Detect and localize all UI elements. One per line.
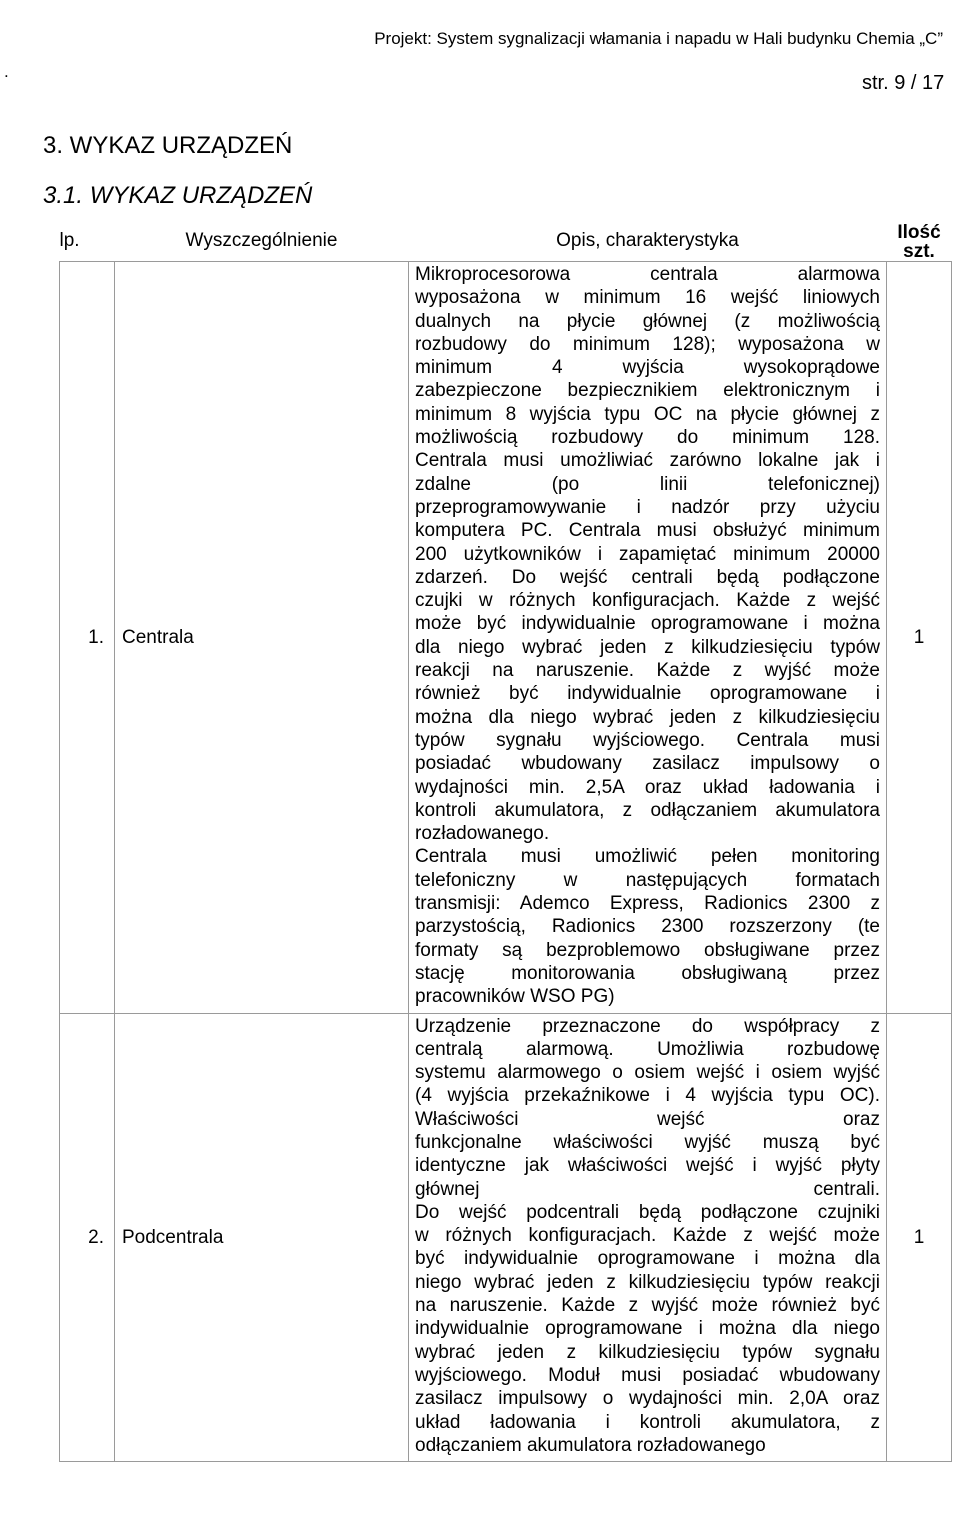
- table-row: [60, 1013, 952, 1462]
- subsection-heading: 3.1. WYKAZ URZĄDZEŃ: [43, 182, 313, 209]
- description-line: Mikroprocesorowa centrala alarmowa: [415, 264, 880, 285]
- description-line: Właściwości wejść oraz: [415, 1108, 880, 1130]
- description-line: przeprogramowywanie i nadzór przy użyciu: [415, 496, 880, 518]
- description-line: telefoniczny w następujących formatach: [415, 869, 880, 891]
- description-line: zasilacz impulsowy o wydajności min. 2,0A oraz: [415, 1388, 880, 1410]
- section-heading: 3. WYKAZ URZĄDZEŃ: [43, 132, 293, 159]
- description-line: parzystością, Radionics 2300 rozszerzony (te: [415, 916, 880, 938]
- desc-lines-1: [415, 1015, 880, 1458]
- description-line: Centrala musi umożliwiać zarówno lokalne jak i: [415, 450, 880, 472]
- description-line: zabezpieczone bezpiecznikiem elektronicznym i: [415, 380, 880, 402]
- table-row: [60, 262, 952, 1014]
- description-line: identyczne jak właściwości wejść i wyjść płyty: [415, 1155, 880, 1177]
- description-line: odłączaniem akumulatora rozładowanego: [415, 1434, 766, 1456]
- description-line: centralą alarmową. Umożliwia rozbudowę: [415, 1038, 880, 1060]
- description-line: można dla niego wybrać jeden z kilkudziesięciu: [415, 706, 880, 728]
- description-line: głównej centrali.: [415, 1178, 880, 1200]
- row-description: [409, 1013, 887, 1462]
- page-number: str. 9 / 17: [862, 72, 945, 94]
- row-quantity: 1: [887, 1013, 952, 1462]
- row-description: [409, 262, 887, 1014]
- column-header-name: Wyszczególnienie: [185, 230, 338, 251]
- description-line: na naruszenie. Każde z wyjść może również być: [415, 1295, 880, 1317]
- column-header-lp: lp.: [59, 230, 80, 251]
- description-line: również być indywidualnie oprogramowane i: [415, 683, 880, 705]
- header-project-title: Projekt: System sygnalizacji włamania i napadu w Hali budynku Chemia „C”: [374, 29, 943, 48]
- description-line: dla niego wybrać jeden z kilkudziesięciu typów: [415, 636, 880, 658]
- description-line: wybrać jeden z kilkudziesięciu typów sygnału: [415, 1341, 880, 1363]
- description-line: minimum 4 wyjścia wysokoprądowe: [415, 357, 880, 379]
- header-dot: .: [4, 62, 9, 81]
- row-lp: 1.: [60, 262, 115, 1014]
- description-line: dualnych na płycie głównej (z możliwością: [415, 310, 880, 332]
- description-line: formaty są bezproblemowo obsługiwane przez: [415, 939, 880, 961]
- description-line: 200 użytkowników i zapamiętać minimum 20000: [415, 543, 880, 565]
- column-header-desc: Opis, charakterystyka: [556, 230, 739, 251]
- description-line: Urządzenie przeznaczone do współpracy z: [415, 1015, 880, 1037]
- description-line: możliwością rozbudowy do minimum 128.: [415, 427, 880, 449]
- description-line: Centrala musi umożliwić pełen monitoring: [415, 846, 880, 868]
- description-line: minimum 8 wyjścia typu OC na płycie głównej z: [415, 403, 880, 425]
- description-line: transmisji: Ademco Express, Radionics 2300 z: [415, 893, 880, 915]
- description-line: może być indywidualnie oprogramowane i można: [415, 613, 880, 635]
- row-lp: 2.: [60, 1013, 115, 1462]
- row-quantity: 1: [887, 262, 952, 1014]
- row-name: Podcentrala: [115, 1013, 409, 1462]
- description-line: zdalne (po linii telefonicznej): [415, 473, 880, 495]
- description-line: zdarzeń. Do wejść centrali będą podłączone: [415, 566, 880, 588]
- description-line: wyposażona w minimum 16 wejść liniowych: [415, 287, 880, 309]
- desc-lines-0: [415, 263, 880, 1009]
- description-line: w różnych konfiguracjach. Każde z wejść może: [415, 1225, 880, 1247]
- description-line: typów sygnału wyjściowego. Centrala musi: [415, 729, 880, 751]
- description-line: komputera PC. Centrala musi obsłużyć minimum: [415, 520, 880, 542]
- description-line: funkcjonalne właściwości wyjść muszą być: [415, 1131, 880, 1153]
- column-header-qty: Ilość szt.: [897, 222, 941, 262]
- description-line: rozładowanego.: [415, 823, 550, 845]
- description-line: wydajności min. 2,5A oraz układ ładowania i: [415, 776, 880, 798]
- description-line: kontroli akumulatora, z odłączaniem akumulatora: [415, 799, 880, 821]
- description-line: pracowników WSO PG): [415, 986, 615, 1008]
- description-line: Do wejść podcentrali będą podłączone czujniki: [415, 1201, 880, 1223]
- description-line: stację monitorowania obsługiwaną przez: [415, 962, 880, 984]
- description-line: reakcji na naruszenie. Każde z wyjść może: [415, 660, 880, 682]
- row-name: Centrala: [115, 262, 409, 1014]
- description-line: układ ładowania i kontroli akumulatora, z: [415, 1411, 880, 1433]
- description-line: systemu alarmowego o osiem wejść i osiem wyjść: [415, 1062, 880, 1084]
- description-line: (4 wyjścia przekaźnikowe i 4 wyjścia typu OC).: [415, 1085, 880, 1107]
- description-line: wyjściowego. Moduł musi posiadać wbudowany: [415, 1364, 880, 1386]
- description-line: być indywidualnie oprogramowane i można dla: [415, 1248, 880, 1270]
- description-line: czujki w różnych konfiguracjach. Każde z wejść: [415, 590, 880, 612]
- device-list-table: [59, 221, 952, 1462]
- description-line: niego wybrać jeden z kilkudziesięciu typów reakcji: [415, 1271, 880, 1293]
- description-line: indywidualnie oprogramowane i można dla niego: [415, 1318, 880, 1340]
- description-line: posiadać wbudowany zasilacz impulsowy o: [415, 753, 880, 775]
- table-header-row: [60, 221, 952, 262]
- description-line: rozbudowy do minimum 128); wyposażona w: [415, 333, 880, 355]
